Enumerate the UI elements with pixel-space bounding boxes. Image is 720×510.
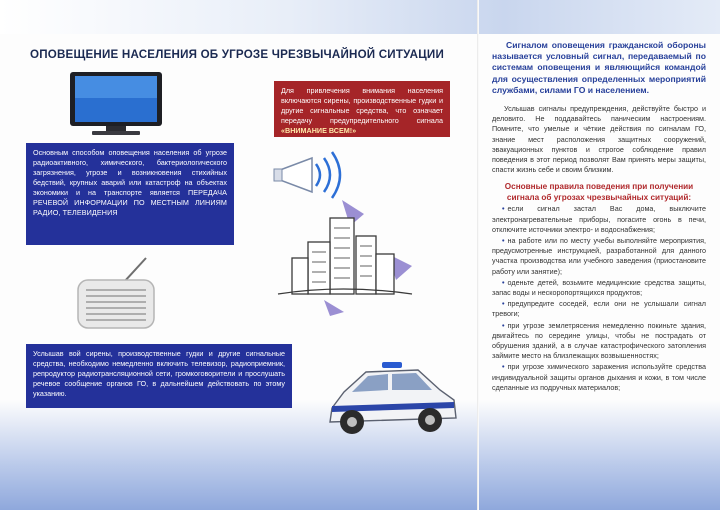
list-item: • на работе или по месту учебы выполняйте мероприятия, предусмотренные инструкцией, разработанной для данного участка производства или учебного заведения (приостановите работу или занятие); — [492, 236, 706, 276]
tv-info-box — [26, 143, 234, 245]
list-item: • при угрозе химического заражения используйте средства индивидуальной защиты органов дыхания и кожи, в том числе сделанные из подручных материалов; — [492, 362, 706, 392]
radio-icon — [74, 254, 158, 330]
warning-advice: Услышав сигналы предупреждения, действуйте быстро и деловито. Не поддавайтесь паническим настроениям. Помните, что умелые и чёткие действия по сигналам ГО, знание мест расположения защитных сооружений, эвакуационных пунктов и строгое соблюдение правил поведения в этот период позволят Вам принять меры защиты, спасти жизнь себе и своим близким. — [492, 104, 706, 175]
tv-info-text: Основным способом оповещения населения об угрозе радиоактивного, химического, бактериологического загрязнения, угрозе и возникновения стихийных бедствий, крупных аварий или катастроф на объектах экономики и на транспорте является — [33, 148, 227, 197]
loudspeaker-icon — [272, 150, 352, 200]
bullet: • — [502, 204, 505, 214]
tv-icon — [66, 70, 166, 136]
tv-info-caps: ПЕРЕДАЧА РЕЧЕВОЙ ИНФОРМАЦИИ ПО МЕСТНЫМ ЛИНИЯМ РАДИО, ТЕЛЕВИДЕНИЯ — [33, 188, 227, 217]
signal-definition: Сигналом оповещения гражданской обороны называется условный сигнал, передаваемый по системам оповещения и являющийся командой для осуществления определенных мероприятий службами, силами ГО и населением. — [492, 40, 706, 95]
list-item: • оденьте детей, возьмите медицинские средства защиты, запас воды и нескоропортящихся продуктов; — [492, 277, 706, 298]
city-icon — [272, 196, 418, 316]
right-column — [492, 40, 706, 393]
page-title: ОПОВЕЩЕНИЕ НАСЕЛЕНИЯ ОБ УГРОЗЕ ЧРЕЗВЫЧАЙНОЙ СИТУАЦИИ — [30, 48, 444, 61]
attention-signal: «ВНИМАНИЕ ВСЕМ!» — [281, 126, 357, 135]
bullet: • — [502, 320, 505, 330]
rules-heading: Основные правила поведения при получении сигнала об угрозах чрезвычайных ситуаций: — [504, 182, 694, 202]
list-item: • предупредите соседей, если они не услышали сигнал тревоги; — [492, 299, 706, 319]
list-item: • при угрозе землетрясения немедленно покиньте здания, двигайтесь по середине улицы, чтобы не пострадать от обрушения зданий, а в случае катастрофического затопления займите место на близлежащих возвышенностях; — [492, 320, 706, 361]
listen-info-box — [26, 344, 292, 408]
page-fold — [477, 0, 479, 510]
list-item: • если сигнал застал Вас дома, выключите электронагревательные приборы, погасите огонь в печи, отключите источники электро- и водоснабжения; — [492, 204, 706, 234]
police-car-icon — [322, 358, 460, 442]
bullet: • — [502, 299, 505, 309]
top-decor-band — [0, 0, 720, 34]
bullet: • — [502, 362, 505, 372]
siren-info-text: Для привлечения внимания населения включаются сирены, производственные гудки и другие сигнальные средства, что означает передачу предупредительного сигнала — [281, 86, 443, 125]
siren-info-box — [274, 81, 450, 137]
bullet: • — [502, 277, 505, 287]
bullet: • — [502, 236, 505, 246]
listen-info-text: Услышав вой сирены, производственные гудки и другие сигнальные средства, необходимо немедленно включить телевизор, радиоприемник, репродуктор радиотрансляционной сети, громкоговорители и прослушать речевое сообщение органов ГО, в дальнейшем действовать по этому указанию. — [33, 349, 285, 398]
